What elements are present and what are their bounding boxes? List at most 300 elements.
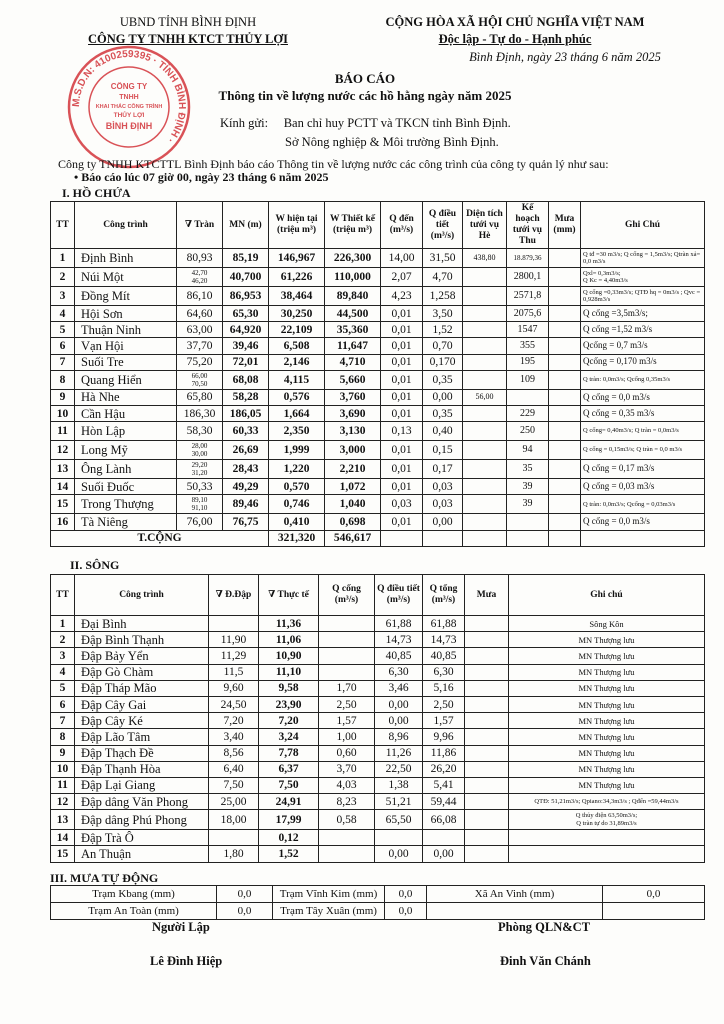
inflow: 2,07 [381, 268, 423, 287]
rainfall [465, 846, 509, 862]
national-motto: Độc lập - Tự do - Hạnh phúc [438, 32, 592, 46]
current-volume: 1,220 [269, 460, 325, 479]
culvert-flow [319, 664, 375, 680]
reservoir-name: Hội Sơn [75, 306, 177, 322]
reservoir-header-cell: Ghi Chú [581, 202, 705, 249]
row-index: 11 [51, 777, 75, 793]
autumn-plan [507, 514, 549, 530]
culvert-flow: 2,50 [319, 696, 375, 712]
reservoir-header-cell: W hiện tại (triệu m³) [269, 202, 325, 249]
spillway-level: 186,30 [177, 405, 223, 421]
rain-row [51, 886, 705, 903]
actual-level: 17,99 [259, 810, 319, 830]
empty-cell [463, 530, 507, 546]
dam-crest-level: 18,00 [209, 810, 259, 830]
rain-station-label: Trạm Vĩnh Kim (mm) [273, 886, 385, 903]
rainfall [549, 268, 581, 287]
regulated-flow: 0,00 [375, 696, 423, 712]
inflow: 0,01 [381, 306, 423, 322]
rain-station-label: Trạm An Toàn (mm) [51, 903, 217, 920]
dam-name: Đập dâng Phú Phong [75, 810, 209, 830]
summer-area [463, 460, 507, 479]
reservoir-table-header [51, 202, 705, 249]
regulated-flow: 65,50 [375, 810, 423, 830]
current-volume: 61,226 [269, 268, 325, 287]
rainfall [465, 696, 509, 712]
remark: Q tđ =30 m3/s; Q cống = 1,5m3/s; Qtràn xả= 0,0 m3/s [581, 249, 705, 268]
summer-area [463, 370, 507, 389]
river-table-header [51, 575, 705, 616]
autumn-plan: 355 [507, 338, 549, 354]
design-volume: 0,698 [325, 514, 381, 530]
design-volume: 3,690 [325, 405, 381, 421]
rainfall [549, 249, 581, 268]
rainfall [465, 616, 509, 632]
row-index: 3 [51, 287, 75, 306]
water-level: 76,75 [223, 514, 269, 530]
reservoir-row [51, 306, 705, 322]
spillway-level: 66,00 70,50 [177, 370, 223, 389]
remark: QTĐ: 51,21m3/s; Qpiano:34,3m3/s ; Qđến =59,44m3/s [509, 794, 705, 810]
current-volume: 146,967 [269, 249, 325, 268]
culvert-flow [319, 648, 375, 664]
remark: Q cống= 0,40m3/s; Q tràn = 0,0m3/s [581, 422, 705, 441]
water-level: 39,46 [223, 338, 269, 354]
remark: MN Thượng lưu [509, 696, 705, 712]
dam-name: Đập Bảy Yển [75, 648, 209, 664]
regulated-flow: 0,00 [375, 846, 423, 862]
rainfall [465, 761, 509, 777]
spillway-level: 50,33 [177, 479, 223, 495]
row-index: 6 [51, 338, 75, 354]
reservoir-name: Hà Nhe [75, 389, 177, 405]
culvert-flow [319, 846, 375, 862]
remark: MN Thượng lưu [509, 761, 705, 777]
rainfall [549, 389, 581, 405]
regulated-flow: 4,70 [423, 268, 463, 287]
rainfall [549, 479, 581, 495]
dam-name: Đập Bình Thạnh [75, 632, 209, 648]
river-header-cell: Mưa [465, 575, 509, 616]
remark: Qcống = 0,7 m3/s [581, 338, 705, 354]
rain-station-value: 0,0 [217, 903, 273, 920]
autumn-plan: 18.879,36 [507, 249, 549, 268]
design-volume: 226,300 [325, 249, 381, 268]
row-index: 15 [51, 846, 75, 862]
section-3-title: III. MƯA TỰ ĐỘNG [50, 871, 159, 885]
rainfall [465, 648, 509, 664]
water-level: 89,46 [223, 495, 269, 514]
summer-area: 56,00 [463, 389, 507, 405]
rain-station-label: Trạm Tây Xuân (mm) [273, 903, 385, 920]
dam-name: Đại Bình [75, 616, 209, 632]
dam-name: An Thuận [75, 846, 209, 862]
river-row [51, 696, 705, 712]
remark: MN Thượng lưu [509, 729, 705, 745]
reservoir-row [51, 249, 705, 268]
regulated-flow: 31,50 [423, 249, 463, 268]
dam-name: Đập dâng Văn Phong [75, 794, 209, 810]
reservoir-row [51, 338, 705, 354]
inflow: 0,01 [381, 338, 423, 354]
river-row [51, 616, 705, 632]
reservoir-name: Định Bình [75, 249, 177, 268]
current-volume: 2,350 [269, 422, 325, 441]
current-volume: 30,250 [269, 306, 325, 322]
rainfall [465, 729, 509, 745]
reservoir-row [51, 441, 705, 460]
rain-station-label: Trạm Kbang (mm) [51, 886, 217, 903]
current-volume: 0,746 [269, 495, 325, 514]
design-volume: 4,710 [325, 354, 381, 370]
inflow: 0,01 [381, 441, 423, 460]
report-date: Bình Định, ngày 23 tháng 6 năm 2025 [469, 50, 661, 64]
design-volume: 3,130 [325, 422, 381, 441]
river-header-cell: Công trình [75, 575, 209, 616]
row-index: 12 [51, 441, 75, 460]
regulated-flow: 8,96 [375, 729, 423, 745]
spillway-level: 86,10 [177, 287, 223, 306]
rainfall [549, 405, 581, 421]
reservoir-total-row [51, 530, 705, 546]
autumn-plan: 94 [507, 441, 549, 460]
spillway-level: 29,20 31,20 [177, 460, 223, 479]
reservoir-header-cell: Q điều tiết (m³/s) [423, 202, 463, 249]
actual-level: 1,52 [259, 846, 319, 862]
header-left [88, 14, 288, 48]
reservoir-row [51, 287, 705, 306]
row-index: 4 [51, 664, 75, 680]
actual-level: 11,36 [259, 616, 319, 632]
row-index: 7 [51, 354, 75, 370]
total-flow: 5,41 [423, 777, 465, 793]
inflow: 0,01 [381, 479, 423, 495]
culvert-flow: 0,58 [319, 810, 375, 830]
autumn-plan: 2800,1 [507, 268, 549, 287]
river-row [51, 794, 705, 810]
rainfall [465, 830, 509, 846]
total-flow: 61,88 [423, 616, 465, 632]
remark: Q tràn: 0,0m3/s; Qcống 0,35m3/s [581, 370, 705, 389]
water-level: 68,08 [223, 370, 269, 389]
dam-name: Đập Tháp Mão [75, 680, 209, 696]
autumn-plan: 250 [507, 422, 549, 441]
svg-text:M.S.D.N: 4100259395 · TỈNH BÌN: M.S.D.N: 4100259395 · TỈNH BÌNH ĐỊNH · [70, 48, 188, 145]
river-row [51, 846, 705, 862]
reservoir-name: Cần Hậu [75, 405, 177, 421]
reservoir-name: Tà Niêng [75, 514, 177, 530]
row-index: 14 [51, 830, 75, 846]
rainfall [549, 306, 581, 322]
summer-area [463, 354, 507, 370]
actual-level: 7,20 [259, 713, 319, 729]
row-index: 12 [51, 794, 75, 810]
river-row [51, 729, 705, 745]
inflow: 4,23 [381, 287, 423, 306]
rainfall [549, 495, 581, 514]
regulated-flow: 0,17 [423, 460, 463, 479]
autumn-plan: 1547 [507, 322, 549, 338]
inflow: 0,01 [381, 389, 423, 405]
remark: Qcống = 0,170 m3/s [581, 354, 705, 370]
actual-level: 11,10 [259, 664, 319, 680]
regulated-flow: 3,46 [375, 680, 423, 696]
river-row [51, 713, 705, 729]
reservoir-name: Hòn Lập [75, 422, 177, 441]
row-index: 15 [51, 495, 75, 514]
rain-table [50, 885, 705, 920]
reservoir-name: Suối Tre [75, 354, 177, 370]
culvert-flow: 0,60 [319, 745, 375, 761]
current-volume: 0,410 [269, 514, 325, 530]
actual-level: 3,24 [259, 729, 319, 745]
remark: MN Thượng lưu [509, 664, 705, 680]
rain-station-value: 0,0 [385, 903, 427, 920]
total-label: T.CỘNG [51, 530, 269, 546]
regulated-flow: 0,40 [423, 422, 463, 441]
regulated-flow [375, 830, 423, 846]
inflow: 0,01 [381, 354, 423, 370]
regulated-flow: 40,85 [375, 648, 423, 664]
remark: Q cống = 0,35 m3/s [581, 405, 705, 421]
total-flow: 2,50 [423, 696, 465, 712]
empty-cell [507, 530, 549, 546]
rain-station-value: 0,0 [217, 886, 273, 903]
dam-name: Đập Cây Ké [75, 713, 209, 729]
regulated-flow: 0,00 [375, 713, 423, 729]
signer-right-name: Đinh Văn Chánh [500, 954, 591, 968]
reservoir-header-cell: Q đến (m³/s) [381, 202, 423, 249]
current-volume: 2,146 [269, 354, 325, 370]
rainfall [549, 514, 581, 530]
row-index: 7 [51, 713, 75, 729]
spillway-level: 65,80 [177, 389, 223, 405]
signer-right-title: Phòng QLN&CT [498, 920, 591, 934]
water-level: 186,05 [223, 405, 269, 421]
dam-crest-level: 7,50 [209, 777, 259, 793]
reservoir-header-cell: TT [51, 202, 75, 249]
row-index: 13 [51, 460, 75, 479]
org-name: CÔNG TY TNHH KTCT THỦY LỢI [88, 32, 288, 46]
reservoir-name: Đồng Mít [75, 287, 177, 306]
summer-area [463, 495, 507, 514]
row-index: 11 [51, 422, 75, 441]
dam-crest-level: 1,80 [209, 846, 259, 862]
regulated-flow: 0,03 [423, 495, 463, 514]
section-2-title: II. SÔNG [70, 558, 120, 572]
dam-name: Đập Thạnh Hòa [75, 761, 209, 777]
river-header-cell: TT [51, 575, 75, 616]
inflow: 0,13 [381, 422, 423, 441]
spillway-level: 58,30 [177, 422, 223, 441]
row-index: 1 [51, 616, 75, 632]
total-flow: 66,08 [423, 810, 465, 830]
spillway-level: 42,70 46,20 [177, 268, 223, 287]
dam-crest-level: 6,40 [209, 761, 259, 777]
reservoir-header-cell: Diện tích tưới vụ Hè [463, 202, 507, 249]
autumn-plan: 2075,6 [507, 306, 549, 322]
summer-area [463, 405, 507, 421]
rainfall [549, 338, 581, 354]
autumn-plan: 2571,8 [507, 287, 549, 306]
culvert-flow: 1,00 [319, 729, 375, 745]
row-index: 10 [51, 405, 75, 421]
total-flow: 5,16 [423, 680, 465, 696]
dam-crest-level: 8,56 [209, 745, 259, 761]
regulated-flow: 51,21 [375, 794, 423, 810]
river-row [51, 648, 705, 664]
summer-area [463, 441, 507, 460]
company-seal [66, 44, 192, 170]
reservoir-row [51, 495, 705, 514]
rain-row [51, 903, 705, 920]
river-header-cell: ∇ Thực tế [259, 575, 319, 616]
design-volume: 35,360 [325, 322, 381, 338]
svg-text:TNHH: TNHH [119, 94, 139, 101]
recipient-line-2: Sở Nông nghiệp & Môi trường Bình Định. [285, 135, 499, 149]
row-index: 4 [51, 306, 75, 322]
autumn-plan: 195 [507, 354, 549, 370]
rainfall [549, 441, 581, 460]
empty-cell [549, 530, 581, 546]
remark: Q cống = 0,03 m3/s [581, 479, 705, 495]
remark: MN Thượng lưu [509, 745, 705, 761]
remark: Q cống = 0,0 m3/s [581, 514, 705, 530]
water-level: 40,700 [223, 268, 269, 287]
total-flow: 40,85 [423, 648, 465, 664]
empty-cell [423, 530, 463, 546]
reservoir-row [51, 479, 705, 495]
remark: Q cống = 0,15m3/s; Q tràn = 0,0 m3/s [581, 441, 705, 460]
row-index: 2 [51, 632, 75, 648]
actual-level: 10,90 [259, 648, 319, 664]
rainfall [465, 810, 509, 830]
river-header-cell: Q tổng (m³/s) [423, 575, 465, 616]
regulated-flow: 3,50 [423, 306, 463, 322]
row-index: 1 [51, 249, 75, 268]
actual-level: 23,90 [259, 696, 319, 712]
reservoir-header-cell: ∇ Tràn [177, 202, 223, 249]
reservoir-name: Thuận Ninh [75, 322, 177, 338]
remark: MN Thượng lưu [509, 632, 705, 648]
empty-cell [381, 530, 423, 546]
row-index: 8 [51, 370, 75, 389]
rainfall [549, 322, 581, 338]
rainfall [549, 460, 581, 479]
design-volume: 3,760 [325, 389, 381, 405]
inflow: 0,01 [381, 370, 423, 389]
design-volume: 2,210 [325, 460, 381, 479]
total-flow [423, 830, 465, 846]
water-level: 58,28 [223, 389, 269, 405]
remark: Sông Kôn [509, 616, 705, 632]
row-index: 5 [51, 322, 75, 338]
row-index: 2 [51, 268, 75, 287]
svg-text:BÌNH ĐỊNH: BÌNH ĐỊNH [105, 121, 153, 131]
design-volume: 11,647 [325, 338, 381, 354]
current-volume: 0,576 [269, 389, 325, 405]
reservoir-row [51, 268, 705, 287]
summer-area [463, 287, 507, 306]
actual-level: 7,78 [259, 745, 319, 761]
actual-level: 0,12 [259, 830, 319, 846]
dam-crest-level: 9,60 [209, 680, 259, 696]
autumn-plan: 35 [507, 460, 549, 479]
empty-cell [581, 530, 705, 546]
nation-name: CỘNG HÒA XÃ HỘI CHỦ NGHĨA VIỆT NAM [385, 15, 645, 29]
total-flow: 26,20 [423, 761, 465, 777]
water-level: 86,953 [223, 287, 269, 306]
design-volume: 5,660 [325, 370, 381, 389]
remark: Q cống =1,52 m3/s [581, 322, 705, 338]
rainfall [465, 713, 509, 729]
recipients [220, 114, 511, 152]
culvert-flow: 3,70 [319, 761, 375, 777]
regulated-flow: 0,03 [423, 479, 463, 495]
regulated-flow: 6,30 [375, 664, 423, 680]
remark: Q thủy điện 63,50m3/s; Q tràn tự do 31,89m3/s [509, 810, 705, 830]
summer-area [463, 338, 507, 354]
svg-text:THỦY LỢI: THỦY LỢI [113, 112, 145, 119]
culvert-flow [319, 616, 375, 632]
inflow: 0,01 [381, 514, 423, 530]
current-volume: 1,999 [269, 441, 325, 460]
remark: Q tràn: 0,0m3/s; Qcống = 0,03m3/s [581, 495, 705, 514]
spillway-level: 64,60 [177, 306, 223, 322]
dam-crest-level: 25,00 [209, 794, 259, 810]
remark: Q cống =0,33m3/s; QTĐ hq = 0m3/s ; Qvc = 0,928m3/s [581, 287, 705, 306]
remark: MN Thượng lưu [509, 777, 705, 793]
water-level: 65,30 [223, 306, 269, 322]
rainfall [465, 777, 509, 793]
total-flow: 1,57 [423, 713, 465, 729]
summer-area [463, 306, 507, 322]
autumn-plan: 39 [507, 479, 549, 495]
river-row [51, 680, 705, 696]
reservoir-header-cell: Công trình [75, 202, 177, 249]
spillway-level: 89,10 91,10 [177, 495, 223, 514]
summer-area [463, 422, 507, 441]
water-level: 64,920 [223, 322, 269, 338]
dam-crest-level: 7,20 [209, 713, 259, 729]
reservoir-name: Núi Một [75, 268, 177, 287]
rainfall [465, 745, 509, 761]
dam-crest-level: 3,40 [209, 729, 259, 745]
reservoir-row [51, 514, 705, 530]
dam-name: Đập Gò Chàm [75, 664, 209, 680]
regulated-flow: 0,00 [423, 514, 463, 530]
inflow: 0,01 [381, 322, 423, 338]
culvert-flow: 8,23 [319, 794, 375, 810]
signer-left-title: Người Lập [152, 920, 210, 934]
water-level: 85,19 [223, 249, 269, 268]
reservoir-name: Trong Thượng [75, 495, 177, 514]
design-volume: 1,040 [325, 495, 381, 514]
remark [509, 846, 705, 862]
river-row [51, 761, 705, 777]
rainfall [549, 370, 581, 389]
water-level: 49,29 [223, 479, 269, 495]
intro-text: Công ty TNHH KTCTTL Bình Định báo cáo Thông tin về lượng nước các công trình của công ty quản lý như sau: [58, 157, 609, 171]
reservoir-header-cell: W Thiết kế (triệu m³) [325, 202, 381, 249]
total-flow: 0,00 [423, 846, 465, 862]
spillway-level: 80,93 [177, 249, 223, 268]
rain-station-label [427, 903, 603, 920]
summer-area: 438,80 [463, 249, 507, 268]
river-row [51, 632, 705, 648]
water-level: 72,01 [223, 354, 269, 370]
dam-name: Đập Thạch Đề [75, 745, 209, 761]
